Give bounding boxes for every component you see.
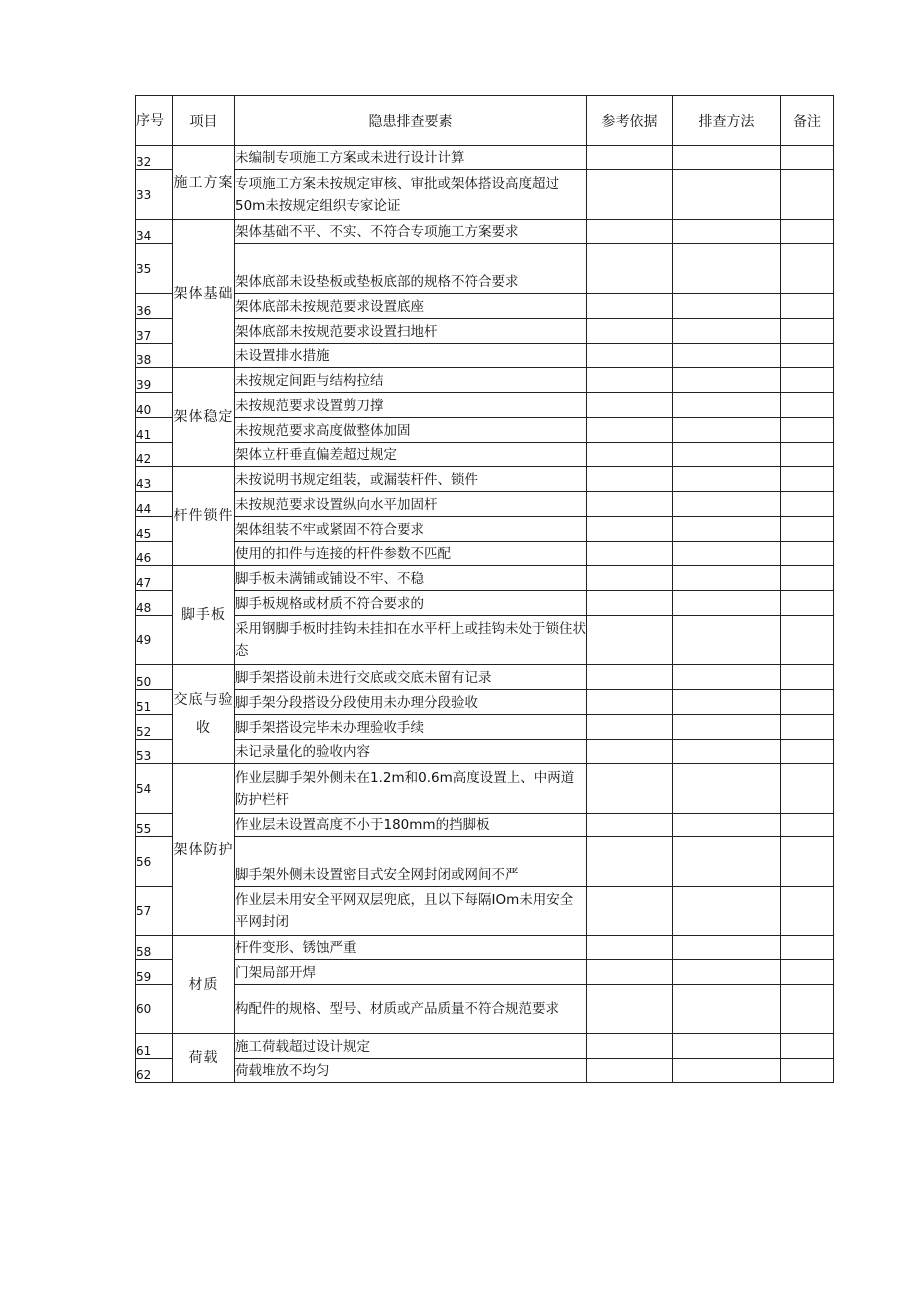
row-number: 42 [136, 443, 173, 467]
remark-cell [781, 393, 834, 418]
category-cell: 荷载 [173, 1034, 235, 1083]
method-cell [673, 443, 781, 467]
row-number: 57 [136, 887, 173, 936]
row-number: 46 [136, 542, 173, 566]
method-cell [673, 418, 781, 443]
row-number: 62 [136, 1059, 173, 1083]
category-cell: 架体防护 [173, 764, 235, 936]
basis-cell [587, 146, 673, 170]
table-row [136, 344, 834, 368]
basis-cell [587, 1059, 673, 1083]
method-cell [673, 1034, 781, 1059]
basis-cell [587, 837, 673, 887]
hazard-element-cell: 脚手板未满铺或铺设不牢、不稳 [235, 566, 587, 591]
remark-cell [781, 936, 834, 960]
basis-cell [587, 492, 673, 517]
remark-cell [781, 960, 834, 985]
basis-cell [587, 244, 673, 294]
hazard-element-cell: 脚手架外侧未设置密目式安全网封闭或网间不严 [235, 837, 587, 887]
row-number: 58 [136, 936, 173, 960]
basis-cell [587, 467, 673, 492]
table-row [136, 517, 834, 542]
method-cell [673, 715, 781, 740]
remark-cell [781, 764, 834, 814]
method-cell [673, 690, 781, 715]
row-number: 45 [136, 517, 173, 542]
basis-cell [587, 1034, 673, 1059]
table-row [136, 542, 834, 566]
hazard-element-cell: 脚手架搭设完毕未办理验收手续 [235, 715, 587, 740]
remark-cell [781, 244, 834, 294]
remark-cell [781, 566, 834, 591]
row-number: 41 [136, 418, 173, 443]
remark-cell [781, 690, 834, 715]
remark-cell [781, 418, 834, 443]
hazard-element-cell: 未按规范要求高度做整体加固 [235, 418, 587, 443]
remark-cell [781, 814, 834, 837]
hazard-element-cell: 施工荷载超过设计规定 [235, 1034, 587, 1059]
basis-cell [587, 740, 673, 764]
method-cell [673, 393, 781, 418]
hazard-element-cell: 架体底部未按规范要求设置扫地杆 [235, 319, 587, 344]
remark-cell [781, 368, 834, 393]
basis-cell [587, 887, 673, 936]
basis-cell [587, 542, 673, 566]
row-number: 48 [136, 591, 173, 616]
table-row [136, 837, 834, 887]
table-row [136, 1059, 834, 1083]
hazard-element-cell: 架体底部未设垫板或垫板底部的规格不符合要求 [235, 244, 587, 294]
row-number: 49 [136, 616, 173, 665]
hazard-element-cell: 未设置排水措施 [235, 344, 587, 368]
remark-cell [781, 319, 834, 344]
method-cell [673, 665, 781, 690]
basis-cell [587, 517, 673, 542]
hazard-element-cell: 门架局部开焊 [235, 960, 587, 985]
hazard-element-cell: 专项施工方案未按规定审核、审批或架体搭设高度超过50m未按规定组织专家论证 [235, 170, 587, 220]
remark-cell [781, 985, 834, 1034]
category-cell: 交底与验收 [173, 665, 235, 764]
remark-cell [781, 492, 834, 517]
table-row [136, 443, 834, 467]
hazard-element-cell: 架体底部未按规范要求设置底座 [235, 294, 587, 319]
basis-cell [587, 591, 673, 616]
row-number: 50 [136, 665, 173, 690]
table-row [136, 814, 834, 837]
hazard-element-cell: 杆件变形、锈蚀严重 [235, 936, 587, 960]
basis-cell [587, 294, 673, 319]
hazard-element-cell: 构配件的规格、型号、材质或产品质量不符合规范要求 [235, 985, 587, 1034]
method-cell [673, 517, 781, 542]
method-cell [673, 244, 781, 294]
header-method: 排查方法 [673, 96, 781, 146]
row-number: 54 [136, 764, 173, 814]
table-row [136, 393, 834, 418]
basis-cell [587, 393, 673, 418]
hazard-element-cell: 脚手板规格或材质不符合要求的 [235, 591, 587, 616]
header-basis: 参考依据 [587, 96, 673, 146]
remark-cell [781, 294, 834, 319]
method-cell [673, 492, 781, 517]
hazard-element-cell: 未编制专项施工方案或未进行设计计算 [235, 146, 587, 170]
hazard-element-cell: 采用钢脚手板时挂钩未挂扣在水平杆上或挂钩未处于锁住状态 [235, 616, 587, 665]
row-number: 51 [136, 690, 173, 715]
row-number: 59 [136, 960, 173, 985]
row-number: 32 [136, 146, 173, 170]
method-cell [673, 985, 781, 1034]
hazard-element-cell: 架体基础不平、不实、不符合专项施工方案要求 [235, 220, 587, 244]
method-cell [673, 368, 781, 393]
remark-cell [781, 344, 834, 368]
table-row [136, 985, 834, 1034]
remark-cell [781, 740, 834, 764]
method-cell [673, 170, 781, 220]
remark-cell [781, 1059, 834, 1083]
table-row [136, 146, 834, 170]
method-cell [673, 566, 781, 591]
table-row [136, 616, 834, 665]
method-cell [673, 837, 781, 887]
remark-cell [781, 220, 834, 244]
header-row [136, 96, 834, 146]
table-row [136, 690, 834, 715]
category-cell: 脚手板 [173, 566, 235, 665]
basis-cell [587, 985, 673, 1034]
basis-cell [587, 344, 673, 368]
table-row [136, 319, 834, 344]
basis-cell [587, 170, 673, 220]
table-row [136, 170, 834, 220]
row-number: 44 [136, 492, 173, 517]
basis-cell [587, 616, 673, 665]
remark-cell [781, 837, 834, 887]
table-row [136, 418, 834, 443]
remark-cell [781, 715, 834, 740]
row-number: 38 [136, 344, 173, 368]
row-number: 60 [136, 985, 173, 1034]
remark-cell [781, 665, 834, 690]
hazard-element-cell: 架体立杆垂直偏差超过规定 [235, 443, 587, 467]
hazard-element-cell: 荷载堆放不均匀 [235, 1059, 587, 1083]
hazard-element-cell: 未按说明书规定组装，或漏装杆件、锁件 [235, 467, 587, 492]
remark-cell [781, 1034, 834, 1059]
method-cell [673, 344, 781, 368]
category-cell: 杆件锁件 [173, 467, 235, 566]
table-row [136, 467, 834, 492]
remark-cell [781, 146, 834, 170]
hazard-element-cell: 未记录量化的验收内容 [235, 740, 587, 764]
hazard-element-cell: 未按规定间距与结构拉结 [235, 368, 587, 393]
remark-cell [781, 887, 834, 936]
row-number: 36 [136, 294, 173, 319]
table-row [136, 764, 834, 814]
method-cell [673, 1059, 781, 1083]
basis-cell [587, 443, 673, 467]
method-cell [673, 960, 781, 985]
method-cell [673, 467, 781, 492]
header-seq: 序号 [136, 96, 173, 146]
row-number: 47 [136, 566, 173, 591]
basis-cell [587, 220, 673, 244]
method-cell [673, 814, 781, 837]
table-row [136, 294, 834, 319]
row-number: 52 [136, 715, 173, 740]
table-row [136, 591, 834, 616]
table-row [136, 220, 834, 244]
basis-cell [587, 418, 673, 443]
row-number: 43 [136, 467, 173, 492]
table-row [136, 1034, 834, 1059]
method-cell [673, 936, 781, 960]
basis-cell [587, 814, 673, 837]
method-cell [673, 220, 781, 244]
basis-cell [587, 936, 673, 960]
method-cell [673, 616, 781, 665]
row-number: 61 [136, 1034, 173, 1059]
table-row [136, 936, 834, 960]
method-cell [673, 294, 781, 319]
remark-cell [781, 467, 834, 492]
remark-cell [781, 542, 834, 566]
remark-cell [781, 591, 834, 616]
header-element: 隐患排查要素 [235, 96, 587, 146]
row-number: 39 [136, 368, 173, 393]
row-number: 35 [136, 244, 173, 294]
method-cell [673, 740, 781, 764]
remark-cell [781, 616, 834, 665]
remark-cell [781, 517, 834, 542]
remark-cell [781, 170, 834, 220]
category-cell: 架体基础 [173, 220, 235, 368]
method-cell [673, 887, 781, 936]
hazard-element-cell: 使用的扣件与连接的杆件参数不匹配 [235, 542, 587, 566]
table-row [136, 960, 834, 985]
category-cell: 架体稳定 [173, 368, 235, 467]
row-number: 33 [136, 170, 173, 220]
table-row [136, 887, 834, 936]
basis-cell [587, 715, 673, 740]
row-number: 37 [136, 319, 173, 344]
hazard-element-cell: 未按规范要求设置剪刀撑 [235, 393, 587, 418]
hazard-element-cell: 脚手架搭设前未进行交底或交底未留有记录 [235, 665, 587, 690]
table-row [136, 244, 834, 294]
header-remark: 备注 [781, 96, 834, 146]
basis-cell [587, 566, 673, 591]
category-cell: 材质 [173, 936, 235, 1034]
basis-cell [587, 319, 673, 344]
category-cell: 施工方案 [173, 146, 235, 220]
basis-cell [587, 960, 673, 985]
basis-cell [587, 665, 673, 690]
basis-cell [587, 368, 673, 393]
hazard-checklist-table [135, 95, 834, 1083]
header-project: 项目 [173, 96, 235, 146]
hazard-element-cell: 脚手架分段搭设分段使用未办理分段验收 [235, 690, 587, 715]
basis-cell [587, 690, 673, 715]
table-row [136, 740, 834, 764]
table-row [136, 665, 834, 690]
method-cell [673, 542, 781, 566]
hazard-element-cell: 架体组装不牢或紧固不符合要求 [235, 517, 587, 542]
hazard-element-cell: 作业层未用安全平网双层兜底，且以下每隔IOm未用安全平网封闭 [235, 887, 587, 936]
hazard-element-cell: 未按规范要求设置纵向水平加固杆 [235, 492, 587, 517]
method-cell [673, 146, 781, 170]
hazard-element-cell: 作业层脚手架外侧未在1.2m和0.6m高度设置上、中两道防护栏杆 [235, 764, 587, 814]
table-row [136, 368, 834, 393]
method-cell [673, 319, 781, 344]
hazard-element-cell: 作业层未设置高度不小于180mm的挡脚板 [235, 814, 587, 837]
table-row [136, 566, 834, 591]
row-number: 55 [136, 814, 173, 837]
remark-cell [781, 443, 834, 467]
method-cell [673, 591, 781, 616]
table-row [136, 492, 834, 517]
table-row [136, 715, 834, 740]
row-number: 40 [136, 393, 173, 418]
basis-cell [587, 764, 673, 814]
method-cell [673, 764, 781, 814]
table-body [136, 146, 834, 1083]
row-number: 56 [136, 837, 173, 887]
row-number: 53 [136, 740, 173, 764]
row-number: 34 [136, 220, 173, 244]
